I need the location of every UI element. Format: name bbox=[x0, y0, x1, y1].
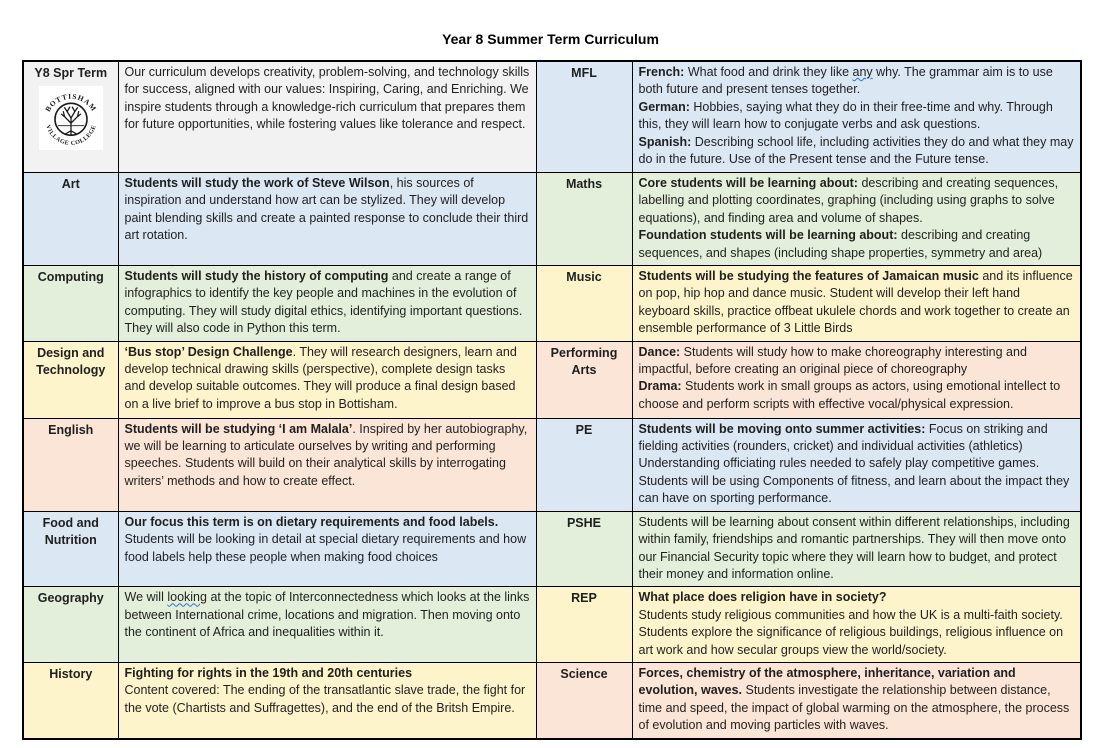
description-text: Students will study how to make choreography interesting and impactful, before creating an original piece of choreography bbox=[638, 344, 1027, 377]
table-row bbox=[23, 341, 1081, 418]
description-text: Describing school life, including activities they do and what they may do in the future. Use of the Present tense and the Future tense. bbox=[638, 134, 1074, 167]
description-text: Core students will be learning about: bbox=[638, 176, 858, 190]
description-cell bbox=[118, 418, 536, 511]
description-cell bbox=[632, 173, 1081, 266]
subject-cell-art bbox=[23, 173, 118, 266]
description-text: describing and creating sequences, and shapes (including shape properties, symmetry and area) bbox=[638, 228, 1043, 260]
description-text: Students will study the history of computing bbox=[124, 269, 389, 284]
subject-cell-design-and-technology bbox=[23, 341, 118, 418]
description-text: Students will be moving onto summer activities: bbox=[638, 421, 926, 436]
description-cell bbox=[632, 266, 1081, 342]
description-text: at the topic of Interconnectedness which looks at the links between International crime, locations and migration. Then moving onto the continent of Africa and inequalities within it. bbox=[124, 590, 530, 640]
description-text: and create a range of infographics to identify the key people and machines in the evolution of computing. They will study digital ethics, identifying important questions. They will also code in Python this term. bbox=[124, 269, 523, 336]
subject-cell-maths bbox=[536, 173, 632, 266]
table-row bbox=[23, 511, 1081, 587]
subject-cell-performing-arts bbox=[536, 341, 632, 418]
description-cell bbox=[118, 662, 536, 738]
description-cell bbox=[118, 341, 536, 418]
subject-cell-music bbox=[536, 266, 632, 342]
subject-cell-pe bbox=[536, 418, 632, 511]
description-text: Content covered: The ending of the transatlantic slave trade, the fight for the vote (Chartists and Suffragettes), and the end of the Britsh Empire. bbox=[124, 683, 526, 715]
table-row bbox=[23, 61, 1081, 173]
description-text: Students study religious communities and how the UK is a multi-faith society. Students explore the significance of religious buildings, religious influence on art work and how secular groups view the world/society. bbox=[638, 607, 1064, 657]
logo-arc-top-text: BOTTISHAM bbox=[42, 92, 99, 114]
subject-label: MFL bbox=[571, 66, 597, 80]
subject-cell-pshe bbox=[536, 511, 632, 587]
subject-cell-computing bbox=[23, 266, 118, 342]
description-text: Drama: bbox=[638, 379, 682, 394]
description-text: Students will be looking in detail at special dietary requirements and how food labels help these people when making food choices bbox=[124, 532, 527, 564]
description-text: . Inspired by her autobiography, we will be learning to articulate ourselves by writing and performing speeches. Students will build on their analytical skills by interrogating writers’ methods and how to create effect. bbox=[124, 421, 528, 488]
description-text: why. The grammar aim is to use both future and present tenses together. bbox=[638, 65, 1053, 97]
subject-label: English bbox=[48, 422, 94, 437]
table-row bbox=[23, 173, 1081, 266]
description-cell bbox=[118, 587, 536, 663]
description-cell bbox=[632, 418, 1081, 511]
logo-arc-bottom-text: VILLAGE COLLEGE bbox=[43, 124, 98, 148]
description-text: . They will research designers, learn and develop technical drawing skills (perspective), complete design tasks and develop suitable outcomes. They will produce a final design based on a live brief to improve a bus stop in Bottisham. bbox=[124, 344, 517, 411]
description-cell bbox=[118, 61, 536, 173]
description-text: What food and drink they like bbox=[684, 65, 853, 79]
description-text: and its influence on pop, hip hop and dance music. Student will develop their left hand keyboard skills, practice offbeat ukulele chords and work together to create an ensemble performance of 3 Little Birds bbox=[638, 269, 1073, 336]
description-text: German: bbox=[638, 99, 690, 114]
description-text: Students investigate the relationship between distance, time and speed, the impact of global warming on the atmosphere, the process of evolution and moving particles with waves. bbox=[638, 683, 1070, 733]
curriculum-table bbox=[22, 60, 1082, 740]
description-cell bbox=[118, 266, 536, 342]
description-cell bbox=[118, 511, 536, 587]
description-text: French: bbox=[638, 65, 685, 79]
subject-label: History bbox=[49, 666, 93, 681]
subject-cell-food-and-nutrition bbox=[23, 511, 118, 587]
description-text: Foundation students will be learning about: bbox=[638, 228, 898, 243]
table-row bbox=[23, 662, 1081, 738]
table-row bbox=[23, 418, 1081, 511]
subject-cell-rep bbox=[536, 587, 632, 663]
subject-label: PE bbox=[575, 422, 593, 437]
subject-label: Y8 Spr Term bbox=[34, 66, 108, 80]
subject-label: Art bbox=[61, 177, 80, 191]
spellcheck-flagged-text: looking bbox=[167, 590, 207, 605]
table-row bbox=[23, 587, 1081, 663]
subject-cell-history bbox=[23, 662, 118, 738]
subject-label: Science bbox=[560, 666, 608, 681]
subject-label: Performing Arts bbox=[550, 345, 618, 378]
description-text: Students work in small groups as actors, using emotional intellect to choose and perform scripts with effective vocal/physical expression. bbox=[638, 379, 1061, 411]
description-text: Students will be studying ‘I am Malala’ bbox=[124, 421, 353, 436]
subject-label: PSHE bbox=[566, 515, 602, 530]
college-logo-icon bbox=[39, 86, 103, 150]
description-cell bbox=[632, 61, 1081, 173]
description-cell bbox=[632, 511, 1081, 587]
subject-cell-y8-spr-term bbox=[23, 61, 118, 173]
page-title: Year 8 Summer Term Curriculum bbox=[442, 31, 659, 47]
spellcheck-flagged-text: any bbox=[852, 65, 873, 79]
description-cell bbox=[632, 662, 1081, 738]
description-text: Forces, chemistry of the atmosphere, inheritance, variation and evolution, waves. bbox=[638, 665, 1016, 698]
subject-label: Maths bbox=[565, 177, 603, 191]
description-text: Our focus this term is on dietary requirements and food labels. bbox=[124, 514, 499, 529]
description-text: Fighting for rights in the 19th and 20th centuries bbox=[124, 665, 413, 680]
subject-cell-geography bbox=[23, 587, 118, 663]
subject-label: Music bbox=[566, 270, 602, 285]
subject-label: REP bbox=[571, 591, 597, 606]
subject-label: Food and Nutrition bbox=[42, 515, 99, 548]
subject-label: Design and Technology bbox=[36, 345, 106, 378]
subject-cell-mfl bbox=[536, 61, 632, 173]
description-text: , his sources of inspiration and understand how art can be stylized. They will develop paint blending skills and create a painted response to conclude their third art rotation. bbox=[124, 176, 529, 243]
description-text: Spanish: bbox=[638, 134, 692, 149]
description-text: Dance: bbox=[638, 344, 681, 359]
subject-cell-science bbox=[536, 662, 632, 738]
college-logo bbox=[39, 86, 103, 150]
description-text: Students will be studying the features of Jamaican music bbox=[638, 269, 979, 284]
description-cell bbox=[632, 341, 1081, 418]
subject-label: Geography bbox=[37, 591, 104, 606]
description-text: We will bbox=[124, 590, 168, 605]
subject-cell-english bbox=[23, 418, 118, 511]
description-cell bbox=[632, 587, 1081, 663]
description-text: Students will study the work of Steve Wilson bbox=[124, 176, 390, 190]
description-text: What place does religion have in society? bbox=[638, 590, 887, 605]
description-text: Our curriculum develops creativity, problem-solving, and technology skills for success, aligned with our values: Inspiring, Caring, and Enriching. We inspire students through a knowledge-rich curriculum that prepares them for future opportunities, while fostering values like tolerance and respect. bbox=[124, 65, 530, 132]
description-text: ‘Bus stop’ Design Challenge bbox=[124, 344, 293, 359]
description-text: describing and creating sequences, labelling and plotting coordinates, graphing (including using graphs to solve equations), and finding area and volume of shapes. bbox=[638, 176, 1059, 225]
table-row bbox=[23, 266, 1081, 342]
subject-label: Computing bbox=[37, 270, 104, 285]
description-text: Hobbies, saying what they do in their free-time and why. Through this, they will learn how to conjugate verbs and ask questions. bbox=[638, 99, 1053, 132]
description-text: Students will be learning about consent within different relationships, including within family, friendships and romantic partnerships. They will then move onto our Financial Security topic where they will learn how to budget, and protect their money and information online. bbox=[638, 514, 1070, 581]
description-cell bbox=[118, 173, 536, 266]
description-text: Focus on striking and fielding activities (rounders, cricket) and individual activities (athletics) Understanding officiating rules needed to safely play competitive games. Students will be using Components of fitness, and learn about the impact they can have on sporting performance. bbox=[638, 421, 1070, 506]
